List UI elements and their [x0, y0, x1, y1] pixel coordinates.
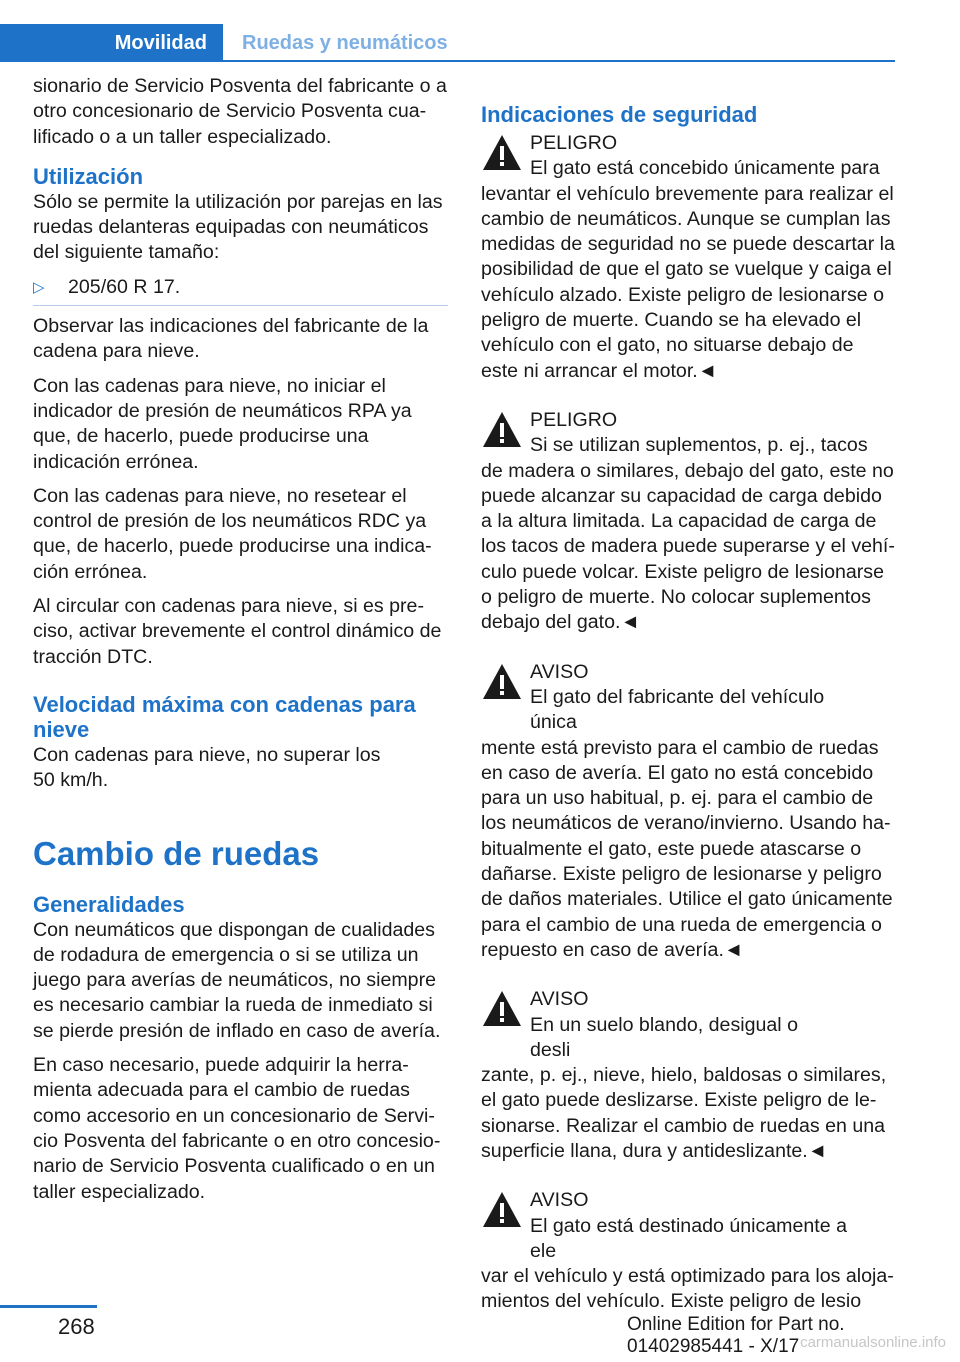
warning-label: AVISO	[530, 660, 589, 683]
footer-divider	[0, 1305, 97, 1308]
paragraph: Con las cadenas para nieve, no resetear el control de presión de los neumáticos RDC ya que, de hacerlo, puede producirse una indicación errónea.	[33, 484, 432, 583]
warning-triangle-icon	[481, 1190, 523, 1230]
warning-block	[481, 987, 896, 1164]
warning-text: levantar el vehículo brevemente para realizar el cambio de neumáticos. Aunque se cumplan las medidas de seguridad no se puede descartar la posibilidad de que el gato se vuelque y caiga el vehículo alzado. Existe peligro de lesionarse o peligro de muerte. Cuando se ha elevado el vehículo con el gato, no situarse debajo de este ni arrancar el motor.◄	[481, 182, 895, 382]
paragraph: Con neumáticos que dispongan de cualidades de rodadura de emergencia o si se utiliza un juego para averías de neumáticos, no siempre es necesario cambiar la rueda de inmediato si se pierde presión de inflado en caso de avería.	[33, 918, 441, 1042]
warning-label: PELIGRO	[530, 408, 618, 431]
warning-triangle-icon	[481, 989, 523, 1029]
warning-block	[481, 408, 896, 636]
warning-label: PELIGRO	[530, 132, 618, 154]
chapter-title-cambio-de-ruedas: Cambio de ruedas	[33, 834, 320, 872]
warning-triangle-icon	[481, 133, 523, 173]
header-divider	[223, 60, 895, 62]
section-title-velocidad: Velocidad máxima con cadenas para nieve	[33, 691, 416, 742]
continued-paragraph: sionario de Servicio Posventa del fabricante o a otro concesionario de Servicio Posventa cualificado o a un taller especializado.	[33, 75, 447, 148]
page-number: 268	[58, 1314, 95, 1339]
warning-triangle-icon	[481, 662, 523, 702]
left-column	[33, 74, 448, 1214]
paragraph: Con las cadenas para nieve, no iniciar el indicador de presión de neumáticos RPA ya que, de hacerlo, puede producirse una indicación errónea.	[33, 374, 412, 473]
warning-block	[481, 1188, 896, 1314]
paragraph: Observar las indicaciones del fabricante de la cadena para nieve.	[33, 315, 429, 363]
warning-label: AVISO	[530, 1189, 589, 1212]
paragraph: En caso necesario, puede adquirir la herramienta adecuada para el cambio de ruedas como accesorio en un concesionario de Servicio Posventa del fabricante o en otro concesionario de Servicio Posventa cualificado o en un taller especializado.	[33, 1054, 441, 1203]
section-title-seguridad: Indicaciones de seguridad	[481, 102, 758, 127]
warning-triangle-icon	[481, 410, 523, 450]
section-title-utilizacion: Utilización	[33, 163, 144, 189]
section-title-generalidades: Generalidades	[33, 891, 185, 917]
watermark: carmanualsonline.info	[800, 1334, 946, 1351]
list-item	[33, 275, 448, 300]
warning-label: AVISO	[530, 988, 589, 1011]
warning-text: mente está previsto para el cambio de ruedas en caso de avería. El gato no está concebido para un uso habitual, p. ej. para el cambio de los neumáticos de verano/invierno. Usando habitualmente el gato, este puede atascarse o dañarse. Existe peligro de lesionarse y peligro de daños materiales. Utilice el gato únicamente para el cambio de una rueda de emergencia o repuesto en caso de avería.◄	[481, 736, 893, 961]
paragraph: Sólo se permite la utilización por parejas en las ruedas delanteras equipadas con neumáticos del siguiente tamaño:	[33, 190, 443, 264]
page-header	[0, 0, 960, 64]
right-column	[481, 74, 896, 1315]
paragraph: Con cadenas para nieve, no superar los 50 km/h.	[33, 743, 381, 792]
edition-note: Online Edition for Part no. 01402985441 - X/17	[627, 1314, 845, 1357]
triangle-bullet-icon: ▷	[33, 278, 45, 296]
list-item-text: 205/60 R 17.	[68, 275, 181, 298]
warning-text-first-line: Si se utilizan suplementos, p. ej., tacos	[530, 434, 868, 457]
warning-text: zante, p. ej., nieve, hielo, baldosas o similares, el gato puede deslizarse. Existe peligro de lesionarse. Realizar el cambio de ruedas en una superficie llana, dura y antideslizante.◄	[481, 1064, 887, 1162]
tab-ruedas-y-neumaticos[interactable]: Ruedas y neumáticos	[242, 31, 448, 54]
warning-text-first-line: El gato está destinado únicamente a ele	[530, 1214, 847, 1262]
tab-movilidad[interactable]: Movilidad	[0, 24, 223, 62]
warning-text: de madera o similares, debajo del gato, este no puede alcanzar su capacidad de carga debido a la altura limitada. La capacidad de carga de los tacos de madera puede superarse y el vehículo puede volcar. Existe peligro de lesionarse o peligro de muerte. No colocar suplementos debajo del gato.◄	[481, 459, 895, 634]
warning-text-first-line: En un suelo blando, desigual o desli	[530, 1013, 798, 1061]
warning-text: var el vehículo y está optimizado para los alojamientos del vehículo. Existe peligro de lesio	[481, 1265, 894, 1313]
warning-block	[481, 131, 896, 384]
warning-block	[481, 660, 896, 964]
list-divider	[33, 305, 448, 306]
warning-text-first-line: El gato del fabricante del vehículo única	[530, 685, 825, 734]
warning-text-first-line: El gato está concebido únicamente para	[530, 157, 880, 180]
paragraph: Al circular con cadenas para nieve, si es preciso, activar brevemente el control dinámico de tracción DTC.	[33, 595, 442, 668]
